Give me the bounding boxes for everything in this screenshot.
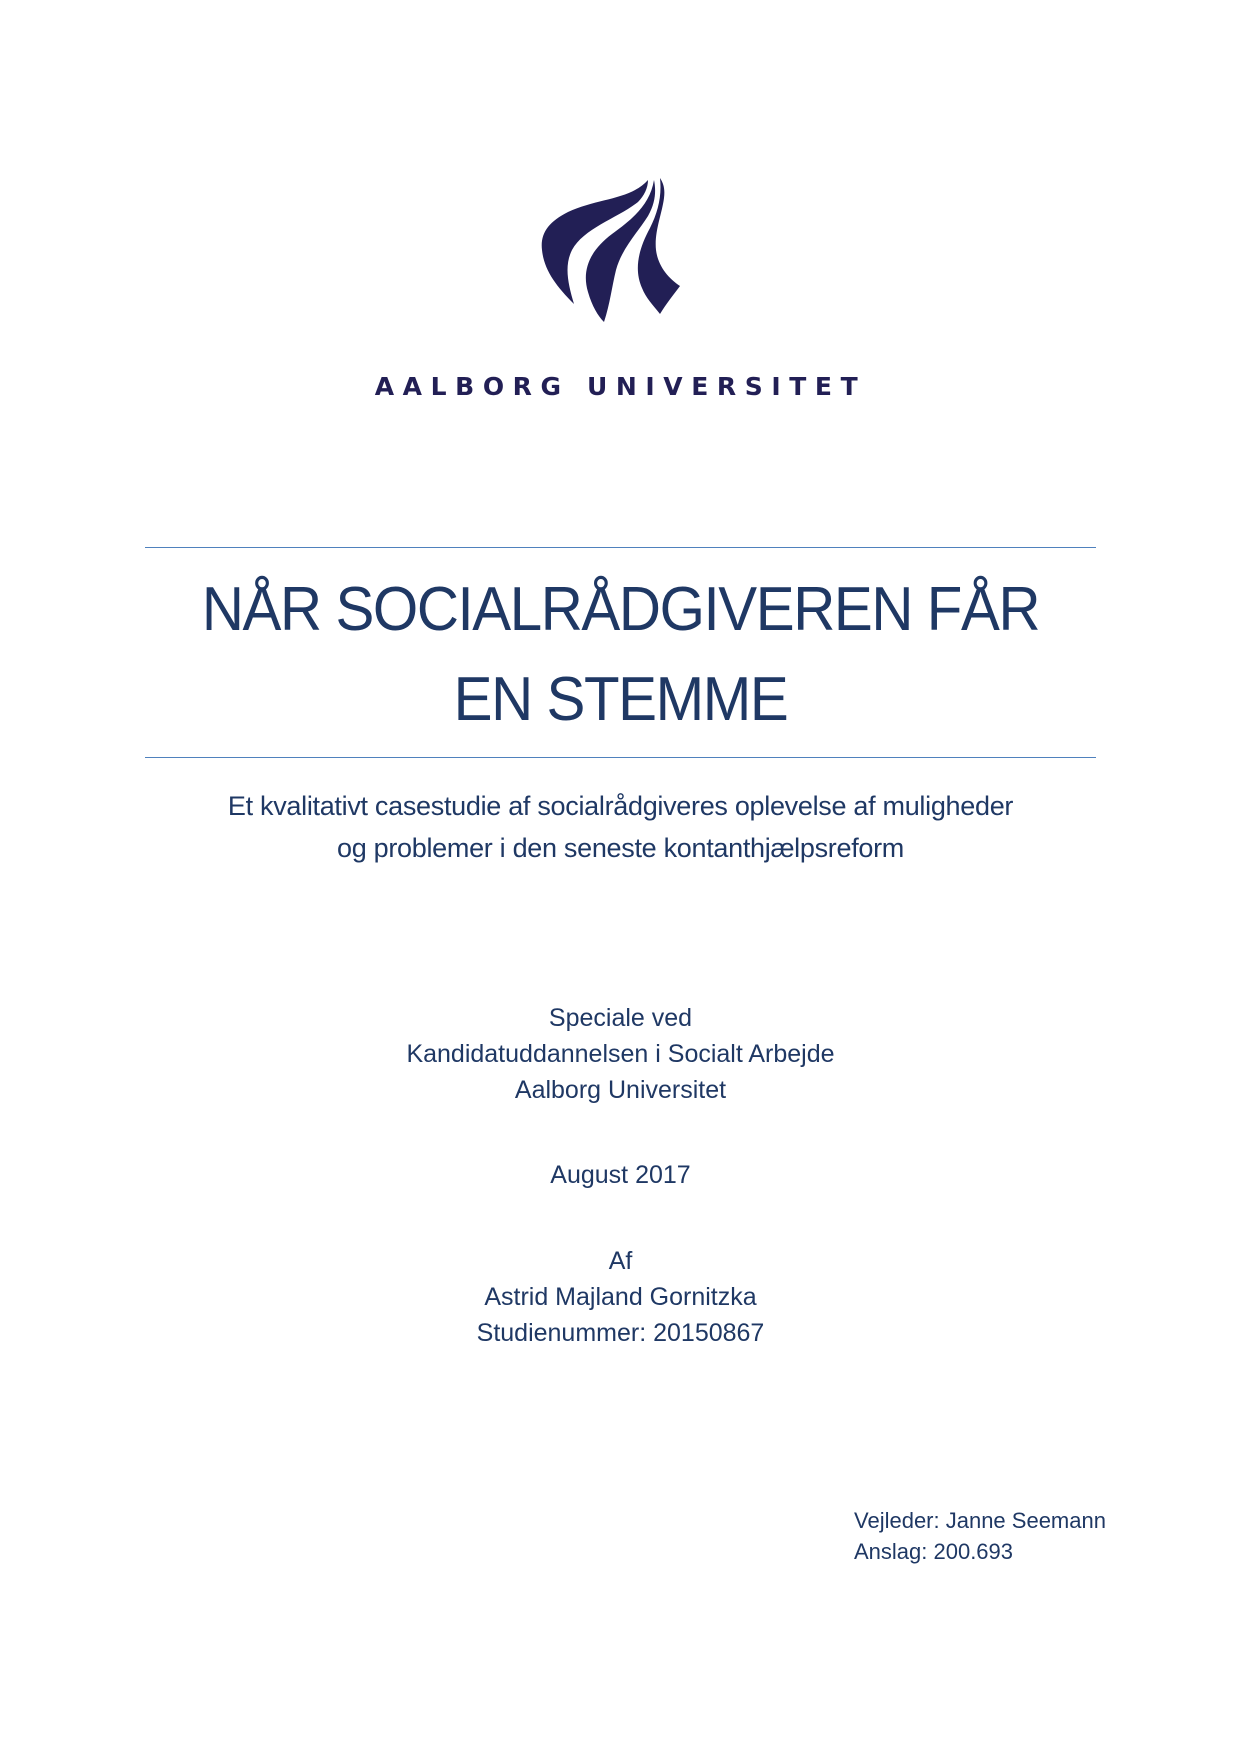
subtitle-line-2: og problemer i den seneste kontanthjælpsreform [336,833,905,863]
author-name: Astrid Majland Gornitzka [484,1283,757,1311]
author-prefix: Af [608,1247,633,1275]
program-line-1: Speciale ved [548,1004,693,1032]
program-line-2: Kandidatuddannelsen i Socialt Arbejde [406,1040,835,1068]
character-count: Anslag: 200.693 [854,1539,1014,1564]
student-number: Studienummer: 20150867 [476,1319,765,1347]
program-line-3: Aalborg Universitet [514,1076,727,1104]
supervisor-block [854,1505,1106,1567]
aau-wave-logo-icon [538,174,684,326]
submission-date: August 2017 [550,1161,691,1189]
title-top-rule [145,547,1096,548]
title-bottom-rule [145,757,1096,758]
supervisor-name: Vejleder: Janne Seemann [854,1508,1106,1533]
title-line-1: NÅR SOCIALRÅDGIVEREN FÅR [201,575,1040,644]
university-wordmark: AALBORG UNIVERSITET [374,372,867,401]
title-line-2: EN STEMME [453,665,788,734]
subtitle-line-1: Et kvalitativt casestudie af socialrådgiveres oplevelse af muligheder [227,791,1014,821]
